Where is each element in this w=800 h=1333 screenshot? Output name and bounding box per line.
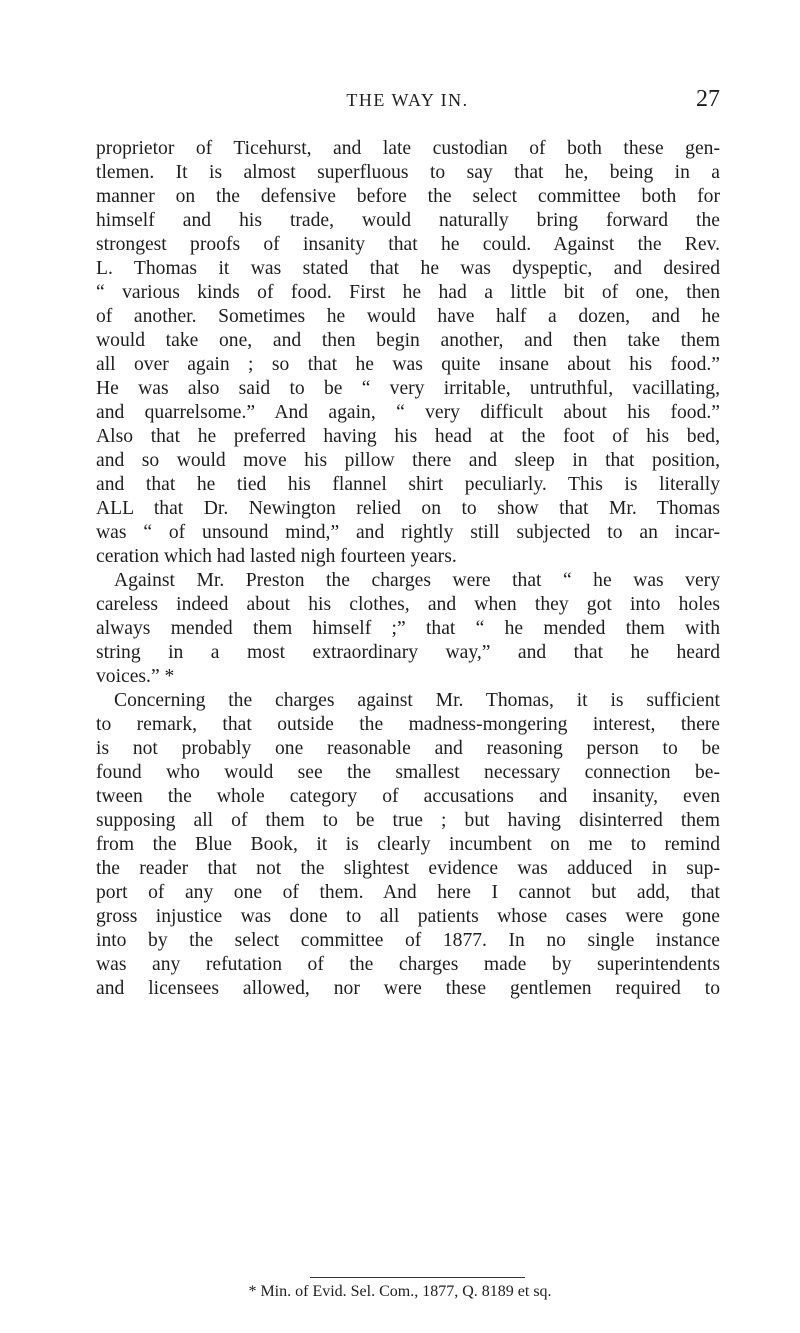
text-line: Concerning the charges against Mr. Thomas, it is sufficient	[114, 690, 720, 711]
text-line: and licensees allowed, nor were these gentlemen required to	[96, 978, 720, 999]
text-line: ceration which had lasted nigh fourteen years.	[96, 546, 457, 567]
text-line: would take one, and then begin another, and then take them	[96, 330, 720, 351]
text-line: Against Mr. Preston the charges were that “ he was very	[114, 570, 720, 591]
text-line: port of any one of them. And here I cannot but add, that	[96, 882, 720, 903]
text-line: manner on the defensive before the select committee both for	[96, 186, 720, 207]
text-line: from the Blue Book, it is clearly incumbent on me to remind	[96, 834, 720, 855]
text-line: tween the whole category of accusations and insanity, even	[96, 786, 720, 807]
text-line: strongest proofs of insanity that he could. Against the Rev.	[96, 234, 720, 255]
footnote: * Min. of Evid. Sel. Com., 1877, Q. 8189 et sq.	[248, 1283, 552, 1300]
text-line: to remark, that outside the madness-mongering interest, there	[96, 714, 720, 735]
text-line: of another. Sometimes he would have half a dozen, and he	[96, 306, 720, 327]
text-line: and quarrelsome.” And again, “ very difficult about his food.”	[96, 402, 720, 423]
text-line: Also that he preferred having his head at the foot of his bed,	[96, 426, 720, 447]
text-line: proprietor of Ticehurst, and late custodian of both these gen-	[96, 138, 720, 159]
text-line: string in a most extraordinary way,” and that he heard	[96, 642, 720, 663]
text-line: voices.” *	[96, 666, 175, 687]
text-line: and that he tied his flannel shirt peculiarly. This is literally	[96, 474, 720, 495]
text-line: found who would see the smallest necessary connection be-	[96, 762, 720, 783]
text-line: “ various kinds of food. First he had a little bit of one, then	[96, 282, 720, 303]
text-line: He was also said to be “ very irritable, untruthful, vacillating,	[96, 378, 720, 399]
text-line: gross injustice was done to all patients whose cases were gone	[96, 906, 720, 927]
footnote-rule	[310, 1277, 525, 1278]
text-line: himself and his trade, would naturally bring forward the	[96, 210, 720, 231]
text-line: ALL that Dr. Newington relied on to show that Mr. Thomas	[96, 498, 720, 519]
text-line: was “ of unsound mind,” and rightly still subjected to an incar-	[96, 522, 720, 543]
running-title: THE WAY IN.	[346, 90, 469, 110]
text-line: is not probably one reasonable and reasoning person to be	[96, 738, 720, 759]
text-line: careless indeed about his clothes, and when they got into holes	[96, 594, 720, 615]
text-line: always mended them himself ;” that “ he mended them with	[96, 618, 720, 639]
text-line: and so would move his pillow there and sleep in that position,	[96, 450, 720, 471]
text-line: tlemen. It is almost superfluous to say that he, being in a	[96, 162, 720, 183]
text-line: was any refutation of the charges made by superintendents	[96, 954, 720, 975]
text-line: supposing all of them to be true ; but having disinterred them	[96, 810, 720, 831]
body-text	[96, 137, 720, 1001]
text-line: the reader that not the slightest evidence was adduced in sup-	[96, 858, 720, 879]
running-head	[95, 86, 720, 116]
page-number: 27	[696, 86, 720, 112]
text-line: L. Thomas it was stated that he was dyspeptic, and desired	[96, 258, 720, 279]
text-line: into by the select committee of 1877. In no single instance	[96, 930, 720, 951]
text-line: all over again ; so that he was quite insane about his food.”	[96, 354, 720, 375]
